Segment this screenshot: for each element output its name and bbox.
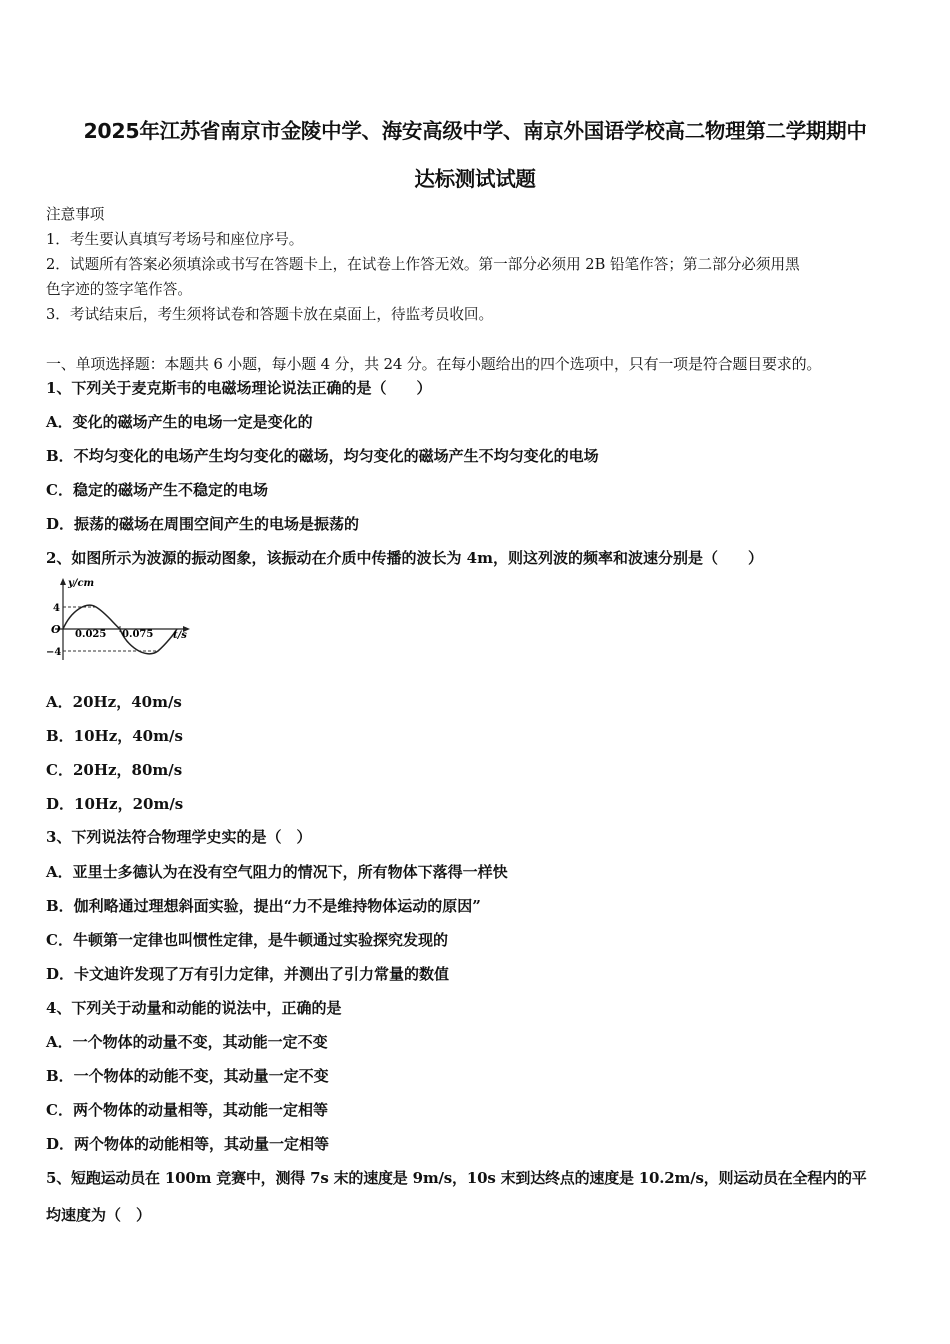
q1-option-a: A．变化的磁场产生的电场一定是变化的	[46, 413, 313, 431]
notice-item-1: 1．考生要认真填写考场号和座位序号。	[46, 231, 304, 248]
q1-option-c: C．稳定的磁场产生不稳定的电场	[46, 481, 268, 499]
q4-option-a: A．一个物体的动量不变，其动能一定不变	[46, 1033, 328, 1051]
graph-y-label: y/cm	[68, 578, 95, 589]
q1-stem: 1、下列关于麦克斯韦的电磁场理论说法正确的是（ ）	[46, 379, 432, 397]
q2-option-d: D．10Hz，20m/s	[46, 795, 184, 813]
q3-stem: 3、下列说法符合物理学史实的是（ ）	[46, 828, 312, 846]
notice-item-2: 2．试题所有答案必须填涂或书写在答题卡上，在试卷上作答无效。第一部分必须用 2B 铅笔作答；第二部分必须用黑	[46, 256, 800, 273]
q3-option-c: C．牛顿第一定律也叫惯性定律，是牛顿通过实验探究发现的	[46, 931, 448, 949]
exam-title-line2: 达标测试试题	[414, 167, 536, 191]
notice-item-2-cont: 色字迹的签字笔作答。	[46, 281, 192, 298]
q3-option-b: B．伽利略通过理想斜面实验，提出“力不是维持物体运动的原因”	[46, 897, 481, 915]
q5-stem-line2: 均速度为（ ）	[46, 1206, 152, 1224]
graph-origin-label: O	[51, 623, 61, 636]
q3-option-d: D．卡文迪许发现了万有引力定律，并测出了引力常量的数值	[46, 965, 450, 983]
q2-option-b: B．10Hz，40m/s	[46, 727, 183, 745]
q4-option-c: C．两个物体的动量相等，其动能一定相等	[46, 1101, 328, 1119]
section-heading: 一、单项选择题：本题共 6 小题，每小题 4 分，共 24 分。在每小题给出的四个选项中，只有一项是符合题目要求的。	[46, 355, 822, 373]
graph-x-tick-0025: 0.025	[75, 629, 107, 640]
graph-x-tick-0075: 0.075	[122, 629, 154, 640]
q2-stem: 2、如图所示为波源的振动图象，该振动在介质中传播的波长为 4m，则这列波的频率和波速分别是（ ）	[46, 549, 763, 567]
graph-x-label: t/s	[173, 630, 187, 641]
graph-y-arrow	[60, 578, 66, 585]
notice-item-3: 3．考试结束后，考生须将试卷和答题卡放在桌面上，待监考员收回。	[46, 306, 494, 323]
notice-heading: 注意事项	[46, 206, 105, 223]
q2-option-a: A．20Hz，40m/s	[46, 693, 182, 711]
vibration-graph	[46, 576, 196, 662]
exam-title-line1: 2025年江苏省南京市金陵中学、海安高级中学、南京外国语学校高二物理第二学期期中	[83, 119, 867, 143]
q4-option-b: B．一个物体的动能不变，其动量一定不变	[46, 1067, 329, 1085]
q4-option-d: D．两个物体的动能相等，其动量一定相等	[46, 1135, 330, 1153]
q3-option-a: A．亚里士多德认为在没有空气阻力的情况下，所有物体下落得一样快	[46, 863, 508, 881]
q1-option-d: D．振荡的磁场在周围空间产生的电场是振荡的	[46, 515, 360, 533]
q5-stem-line1: 5、短跑运动员在 100m 竞赛中，测得 7s 末的速度是 9m/s，10s 末到达终点的速度是 10.2m/s，则运动员在全程内的平	[46, 1169, 867, 1187]
graph-y-tick-neg4: −4	[46, 647, 62, 658]
q1-option-b: B．不均匀变化的电场产生均匀变化的磁场，均匀变化的磁场产生不均匀变化的电场	[46, 447, 599, 465]
q2-option-c: C．20Hz，80m/s	[46, 761, 183, 779]
q4-stem: 4、下列关于动量和动能的说法中，正确的是	[46, 999, 342, 1017]
graph-y-tick-4: 4	[53, 603, 60, 614]
